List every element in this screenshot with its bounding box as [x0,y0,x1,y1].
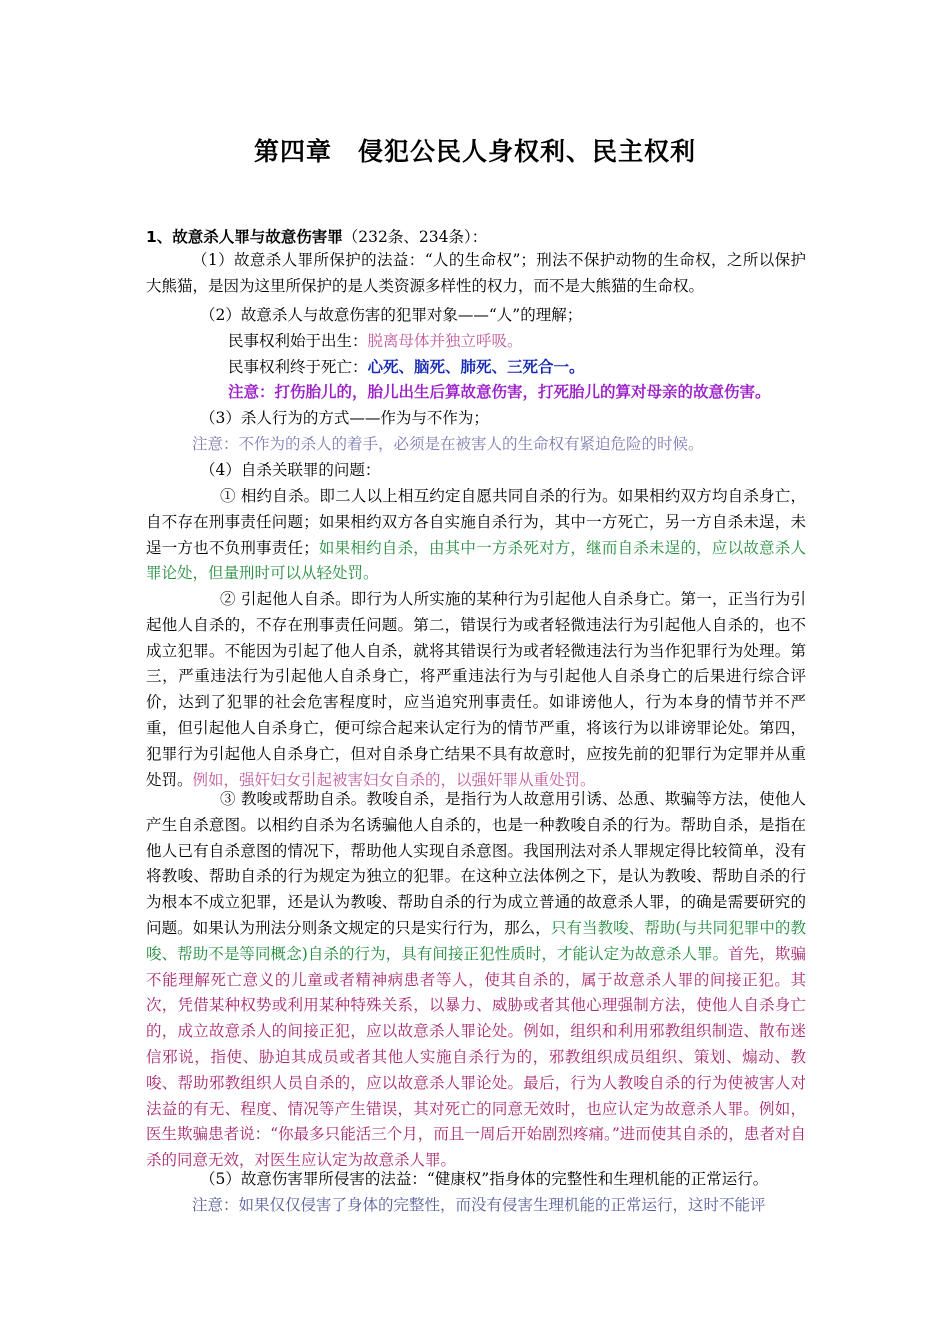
civil-rights-start [228,330,523,352]
section-heading [146,226,487,248]
paragraph-object: （2）故意杀人与故意伤害的犯罪对象——“人”的理解； [200,306,583,324]
section-heading-bold: 1、故意杀人罪与故意伤害罪 [146,228,343,246]
paragraph-killing-method: （3）杀人行为的方式——作为与不作为； [200,409,489,427]
paragraph-suicide-issues: （4）自杀关联罪的问题： [200,461,381,479]
civil-rights-start-detail: 脱离母体并独立呼吸。 [367,332,523,350]
causing-suicide-example: 例如，强奸妇女引起被害妇女自杀的，以强奸罪从重处罚。 [192,770,596,789]
paragraph-injury-interest: （5）故意伤害罪所侵害的法益：“健康权”指身体的完整性和生理机能的正常运行。 [200,1170,769,1188]
civil-rights-end [228,356,585,378]
fetus-note: 注意：打伤胎儿的，胎儿出生后算故意伤害，打死胎儿的算对母亲的故意伤害。 [228,383,771,401]
paragraph-suicide-pact [146,484,806,587]
section-heading-articles: （232条、234条）： [342,228,488,246]
abetting-suicide-highlight: 只有当教唆、帮助(与共同犯罪中的教唆、帮助不是等同概念)自杀的行为，具有间接正犯性质时，才能认定为故意杀人罪。 [146,918,806,963]
paragraph-abetting-suicide [146,787,806,1174]
paragraph-causing-suicide [146,587,806,793]
omission-note: 注意：不作为的杀人的着手，必须是在被害人的生命权有紧迫危险的时候。 [192,435,704,453]
civil-rights-start-lead: 民事权利始于出生： [228,332,368,350]
suicide-pact-text: ① 相约自杀。即二人以上相互约定自愿共同自杀的行为。如果相约双方均自杀身亡，自不存在刑事责任问题；如果相约双方各自实施自杀行为，其中一方死亡，另一方自杀未逞，未逞一方也不负刑事责任； [146,487,806,557]
causing-suicide-text: ② 引起他人自杀。即行为人所实施的某种行为引起他人自杀身亡。第一，正当行为引起他人自杀的，不存在刑事责任问题。第二，错误行为或者轻微违法行为引起他人自杀的，也不成立犯罪。不能因为引起了他人自杀，就将其错误行为或者轻微违法行为当作犯罪行为处理。第三，严重违法行为引起他人自杀身亡，将严重违法行为与引起他人自杀身亡的后果进行综合评价，达到了犯罪的社会危害程度时，应当追究刑事责任。如诽谤他人，行为本身的情节并不严重，但引起他人自杀身亡，便可综合起来认定行为的情节严重，将该行为以诽谤罪论处。第四，犯罪行为引起他人自杀身亡，但对自杀身亡结果不具有故意时，应按先前的犯罪行为定罪并从重处罚。 [146,590,806,789]
abetting-suicide-details: 首先，欺骗不能理解死亡意义的儿童或者精神病患者等人，使其自杀的，属于故意杀人罪的间接正犯。其次，凭借某种权势或利用某种特殊关系，以暴力、威胁或者其他心理强制方法，使他人自杀身亡的，成立故意杀人的间接正犯，应以故意杀人罪论处。例如，组织和利用邪教组织制造、散布迷信邪说，指使、胁迫其成员或者其他人实施自杀行为的，邪教组织成员组织、策划、煽动、教唆、帮助邪教组织人员自杀的，应以故意杀人罪论处。最后，行为人教唆自杀的行为使被害人对法益的有无、程度、情况等产生错误，其对死亡的同意无效时，也应认定为故意杀人罪。例如，医生欺骗患者说：“你最多只能活三个月，而且一周后开始剧烈疼痛。”进而使其自杀的，患者对自杀的同意无效，对医生应认定为故意杀人罪。 [146,944,806,1170]
injury-note: 注意：如果仅仅侵害了身体的完整性，而没有侵害生理机能的正常运行，这时不能评 [192,1196,766,1214]
suicide-pact-highlight: 如果相约自杀，由其中一方杀死对方，继而自杀未逞的，应以故意杀人罪论处，但量刑时可以从轻处罚。 [146,538,806,583]
chapter-title: 第四章 侵犯公民人身权利、民主权利 [253,137,696,166]
abetting-suicide-text: ③ 教唆或帮助自杀。教唆自杀，是指行为人故意用引诱、怂恿、欺骗等方法，使他人产生自杀意图。以相约自杀为名诱骗他人自杀的，也是一种教唆自杀的行为。帮助自杀，是指在他人已有自杀意图的情况下，帮助他人实现自杀意图。我国刑法对杀人罪规定得比较简单，没有将教唆、帮助自杀的行为规定为独立的犯罪。在这种立法体例之下，是认为教唆、帮助自杀的行为根本不成立犯罪，还是认为教唆、帮助自杀的行为成立普通的故意杀人罪，的确是需要研究的问题。如果认为刑法分则条文规定的只是实行行为，那么， [146,790,806,937]
civil-rights-end-detail: 心死、脑死、肺死、三死合一。 [367,358,585,376]
civil-rights-end-lead: 民事权利终于死亡： [228,358,368,376]
paragraph-legal-interest: （1）故意杀人罪所保护的法益：“人的生命权”；刑法不保护动物的生命权，之所以保护大熊猫，是因为这里所保护的是人类资源多样性的权力，而不是大熊猫的生命权。 [146,251,806,295]
